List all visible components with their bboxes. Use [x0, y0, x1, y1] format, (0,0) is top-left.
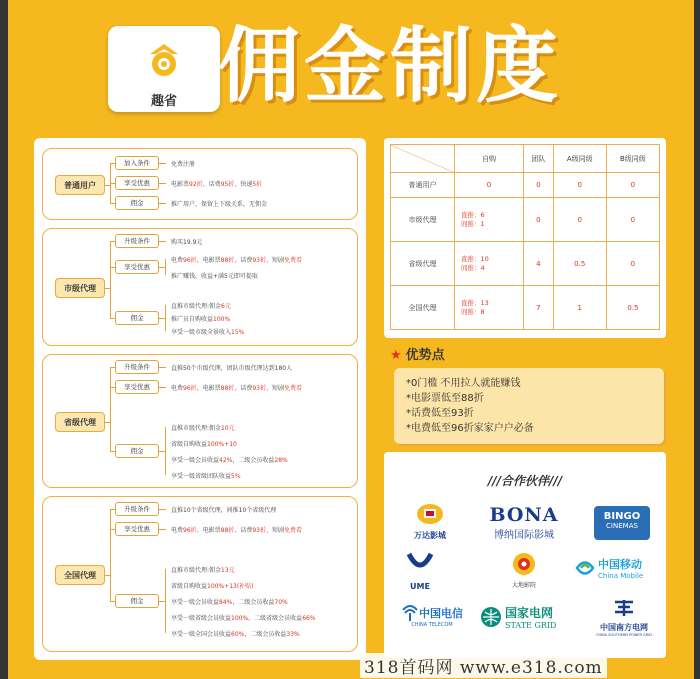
china-telecom-logo [394, 604, 470, 628]
bona-logo [474, 504, 574, 541]
tier-detail-line [171, 199, 267, 208]
ume-logo-text: UME [410, 582, 430, 591]
highlight-value: 93折 [252, 385, 266, 392]
tier-detail-line [171, 629, 300, 638]
highlight-value: 95折 [220, 181, 235, 188]
connector-line [159, 387, 166, 388]
tier-category: 享受优惠 [115, 176, 159, 190]
highlight-value: 33% [286, 631, 300, 638]
table-row [391, 242, 660, 286]
connector-line [159, 529, 166, 530]
partners-panel [384, 452, 666, 658]
southern-grid-logo [584, 598, 664, 637]
connector-line [159, 241, 166, 242]
detail-text: 、快递 [234, 181, 253, 188]
highlight-value: 100%+13(补贴) [207, 583, 254, 590]
detail-text: 、短剧 [265, 527, 284, 534]
china-telecom-logo-icon [401, 604, 419, 622]
table-row [391, 173, 660, 198]
detail-text: 、电影票 [196, 527, 221, 534]
table-header-cell: 团队 [523, 145, 553, 173]
bingo-logo-text: BINGO [603, 511, 641, 522]
detail-text: 电费 [171, 527, 184, 534]
tier-category: 佣金 [115, 311, 159, 325]
wanda-logo-text: 万达影城 [414, 531, 446, 540]
detail-text: 直推50个市级代理，团队市级代理达到180人 [171, 365, 293, 372]
advantages-box [394, 368, 664, 444]
tier-category: 升级条件 [115, 502, 159, 516]
right-edge-stripe [694, 0, 700, 679]
connector-line [159, 203, 166, 204]
ume-logo [396, 552, 444, 591]
detail-text: 享受一级会员收益 [171, 599, 220, 606]
tier-block [42, 228, 358, 346]
detail-text: ，二级省级会员收益 [248, 615, 303, 622]
brand-logo-text: 趣省 [150, 94, 177, 109]
star-icon: ★ [390, 348, 402, 363]
cell-b: 0 [606, 173, 659, 198]
cell-a: 0 [553, 198, 606, 242]
cell-team: 4 [523, 242, 553, 286]
table-row [391, 286, 660, 330]
tier-label: 全国代理 [55, 565, 105, 585]
advantages-title [390, 344, 445, 363]
tier-label: 市级代理 [55, 278, 105, 298]
advantage-item: *电费低至96折家家户户必备 [406, 423, 534, 434]
tier-detail-line [171, 383, 302, 392]
detail-text: 、话费 [234, 257, 253, 264]
highlight-value: 免费看 [283, 385, 302, 392]
tier-label: 普通用户 [55, 175, 105, 195]
southern-grid-logo-icon [613, 598, 635, 618]
tier-category: 享受优惠 [115, 522, 159, 536]
table-header-cell: 自购 [455, 145, 524, 173]
tier-detail-line [171, 439, 237, 448]
tier-detail-line [171, 327, 244, 336]
tier-detail-line [171, 505, 276, 514]
connector-line [159, 601, 166, 602]
highlight-value: 5% [231, 473, 241, 480]
row-name: 市级代理 [391, 198, 455, 242]
self-indirect: 间推：1 [461, 219, 485, 228]
self-indirect: 间推：4 [461, 263, 485, 272]
dadi-logo-text: 大地影院 [511, 582, 536, 589]
connector-line [105, 575, 111, 576]
highlight-value: 免费看 [283, 257, 302, 264]
highlight-value: 96折 [183, 257, 197, 264]
ume-logo-icon [403, 552, 437, 578]
tier-detail-line [171, 301, 231, 310]
tier-block [42, 354, 358, 488]
tier-block [42, 148, 358, 220]
detail-text: 省级自购收益 [171, 583, 208, 590]
tier-detail-line [171, 423, 235, 432]
bingo-logo [594, 506, 650, 540]
detail-text: 直推市级代理:佣金 [171, 425, 222, 432]
highlight-value: 100% [213, 316, 231, 323]
highlight-value: 96折 [183, 385, 197, 392]
china-mobile-logo-text: 中国移动 [598, 558, 642, 571]
detail-text: ，二级会员收益 [232, 457, 275, 464]
highlight-value: 免费看 [283, 527, 302, 534]
tier-detail-line [171, 255, 302, 264]
highlight-value: 60% [231, 631, 245, 638]
detail-text: 、电影票 [196, 257, 221, 264]
state-grid-logo [480, 604, 576, 630]
detail-text: 、话费 [234, 385, 253, 392]
tier-detail-line [171, 237, 202, 246]
detail-text: 电费 [171, 385, 184, 392]
highlight-value: 88折 [220, 257, 235, 264]
detail-text: 享受一级省级团队收益 [171, 473, 232, 480]
tier-category: 升级条件 [115, 234, 159, 248]
bingo-logo-subtext: CINEMAS [606, 522, 638, 530]
connector-line [159, 163, 166, 164]
highlight-value: 84% [219, 599, 233, 606]
cell-self [455, 286, 524, 330]
connector-line [159, 318, 166, 319]
advantage-item: *0门槛 不用拉人就能赚钱 [406, 378, 521, 389]
left-edge-stripe [0, 0, 8, 679]
cell-a: 0 [553, 173, 606, 198]
detail-text: 购买19.9元 [171, 239, 203, 246]
tier-category: 佣金 [115, 594, 159, 608]
highlight-value: 28% [274, 457, 288, 464]
cell-team: 0 [523, 198, 553, 242]
detail-text: 、话费 [202, 181, 221, 188]
tier-panel [34, 138, 366, 660]
detail-text: 直推市级代理:佣金 [171, 567, 222, 574]
china-telecom-logo-subtext: CHINA TELECOM [411, 622, 453, 628]
commission-table-panel [384, 138, 666, 338]
detail-text: 直推10个省级代理，间推10个省级代理 [171, 507, 277, 514]
tier-detail-line [171, 613, 316, 622]
highlight-value: 42% [219, 457, 233, 464]
cell-self: 0 [455, 173, 524, 198]
detail-text: 、电影票 [196, 385, 221, 392]
dadi-logo-icon [511, 552, 537, 576]
cell-a: 0.5 [553, 242, 606, 286]
wanda-logo-icon [415, 500, 445, 526]
row-name: 普通用户 [391, 173, 455, 198]
tier-category: 升级条件 [115, 360, 159, 374]
highlight-value: 10元 [221, 425, 235, 432]
tier-detail-line [171, 179, 262, 188]
connector-line [110, 367, 111, 451]
detail-text: ，二级会员收益 [232, 599, 275, 606]
table-header-cell: B级同级 [606, 145, 659, 173]
connector-line [110, 509, 111, 601]
highlight-value: 93折 [252, 257, 266, 264]
bona-logo-subtext: 博纳国际影城 [494, 530, 554, 541]
self-indirect: 间推：8 [461, 307, 485, 316]
tier-detail-line [171, 471, 241, 480]
tier-category: 佣金 [115, 196, 159, 210]
highlight-value: 92折 [189, 181, 203, 188]
highlight-value: 88折 [220, 385, 235, 392]
china-mobile-logo [574, 556, 658, 580]
cell-team: 7 [523, 286, 553, 330]
wanda-logo [396, 500, 464, 541]
self-direct: 直推：10 [461, 254, 489, 263]
cell-team: 0 [523, 173, 553, 198]
detail-text: 电影票 [171, 181, 190, 188]
detail-text: 直推市级代理:佣金 [171, 303, 222, 310]
cell-self [455, 242, 524, 286]
tier-detail-line [171, 314, 230, 323]
detail-text: 电费 [171, 257, 184, 264]
detail-text: 享受一级省级会员收益 [171, 615, 232, 622]
dadi-logo [502, 552, 546, 589]
china-telecom-logo-text: 中国电信 [419, 607, 463, 620]
detail-text: 免费注册 [171, 161, 196, 168]
connector-line [110, 241, 111, 318]
highlight-value: 5折 [252, 181, 263, 188]
bona-logo-text: BONA [489, 504, 559, 526]
highlight-value: 13元 [221, 567, 235, 574]
connector-line [159, 509, 166, 510]
partners-title: ///合作伙伴/// [487, 474, 563, 488]
highlight-value: 100%+10 [207, 441, 237, 448]
brand-logo [108, 26, 220, 112]
highlight-value: 70% [274, 599, 288, 606]
table-header-row [391, 145, 660, 173]
china-mobile-logo-subtext: China Mobile [598, 572, 644, 580]
tier-category: 享受优惠 [115, 380, 159, 394]
page-title: 佣金制度 [218, 19, 563, 114]
connector-line [159, 451, 166, 452]
connector-line [105, 185, 111, 186]
southern-grid-logo-subtext: CHINA SOUTHERN POWER GRID [596, 633, 652, 637]
tier-category: 佣金 [115, 444, 159, 458]
watermark: 318首码网 www.e318.com [360, 653, 607, 678]
tier-detail-line [171, 363, 292, 372]
detail-text: 推广赚钱，收益+满5元即可提取 [171, 273, 258, 280]
highlight-value: 100% [231, 615, 249, 622]
tier-detail-line [171, 159, 195, 168]
highlight-value: 96折 [183, 527, 197, 534]
highlight-value: 88折 [220, 527, 235, 534]
cell-b: 0 [606, 198, 659, 242]
highlight-value: 15% [231, 329, 245, 336]
tier-detail-line [171, 455, 288, 464]
detail-text: 享受一级会员收益 [171, 457, 220, 464]
detail-text: ，二级会员收益 [244, 631, 287, 638]
highlight-value: 66% [302, 615, 316, 622]
detail-text: 推广员自购收益 [171, 316, 214, 323]
state-grid-logo-icon [480, 606, 502, 628]
southern-grid-logo-text: 中国南方电网 [600, 623, 648, 632]
connector-line [105, 288, 111, 289]
row-name: 全国代理 [391, 286, 455, 330]
advantage-item: *话费低至93折 [406, 408, 474, 419]
advantage-item: *电影票低至88折 [406, 393, 484, 404]
detail-text: 、短剧 [265, 257, 284, 264]
connector-line [159, 267, 166, 268]
tier-category: 享受优惠 [115, 260, 159, 274]
cell-self [455, 198, 524, 242]
self-direct: 直推：13 [461, 298, 489, 307]
tier-category: 加入条件 [115, 156, 159, 170]
tier-detail-line [171, 525, 302, 534]
table-header-cell: A级同级 [553, 145, 606, 173]
tier-detail-line [171, 271, 258, 280]
state-grid-logo-text: 国家电网 [505, 606, 554, 620]
tier-detail-line [171, 565, 235, 574]
connector-line [159, 367, 166, 368]
highlight-value: 93折 [252, 527, 266, 534]
tier-block [42, 496, 358, 652]
detail-text: 享受一级市级全景收入 [171, 329, 232, 336]
connector-line [105, 422, 111, 423]
table-row [391, 198, 660, 242]
cell-b: 0.5 [606, 286, 659, 330]
advantages-title-text: 优势点 [405, 348, 445, 363]
cell-a: 1 [553, 286, 606, 330]
tier-label: 省级代理 [55, 412, 105, 432]
detail-text: 享受一级全国会员收益 [171, 631, 232, 638]
tier-detail-line [171, 581, 254, 590]
highlight-value: 6元 [221, 303, 231, 310]
detail-text: 、话费 [234, 527, 253, 534]
self-direct: 直推：6 [461, 210, 485, 219]
state-grid-logo-subtext: STATE GRID [505, 621, 557, 630]
commission-table [390, 144, 660, 330]
brand-logo-icon [146, 40, 182, 80]
table-corner-cell [391, 145, 455, 173]
connector-line [159, 183, 166, 184]
tier-detail-line [171, 597, 288, 606]
detail-text: 省级自购收益 [171, 441, 208, 448]
cell-b: 0 [606, 242, 659, 286]
china-mobile-logo-icon [574, 557, 596, 579]
row-name: 省级代理 [391, 242, 455, 286]
detail-text: 推广用户，保留上下级关系，无佣金 [171, 201, 268, 208]
detail-text: 、短剧 [265, 385, 284, 392]
